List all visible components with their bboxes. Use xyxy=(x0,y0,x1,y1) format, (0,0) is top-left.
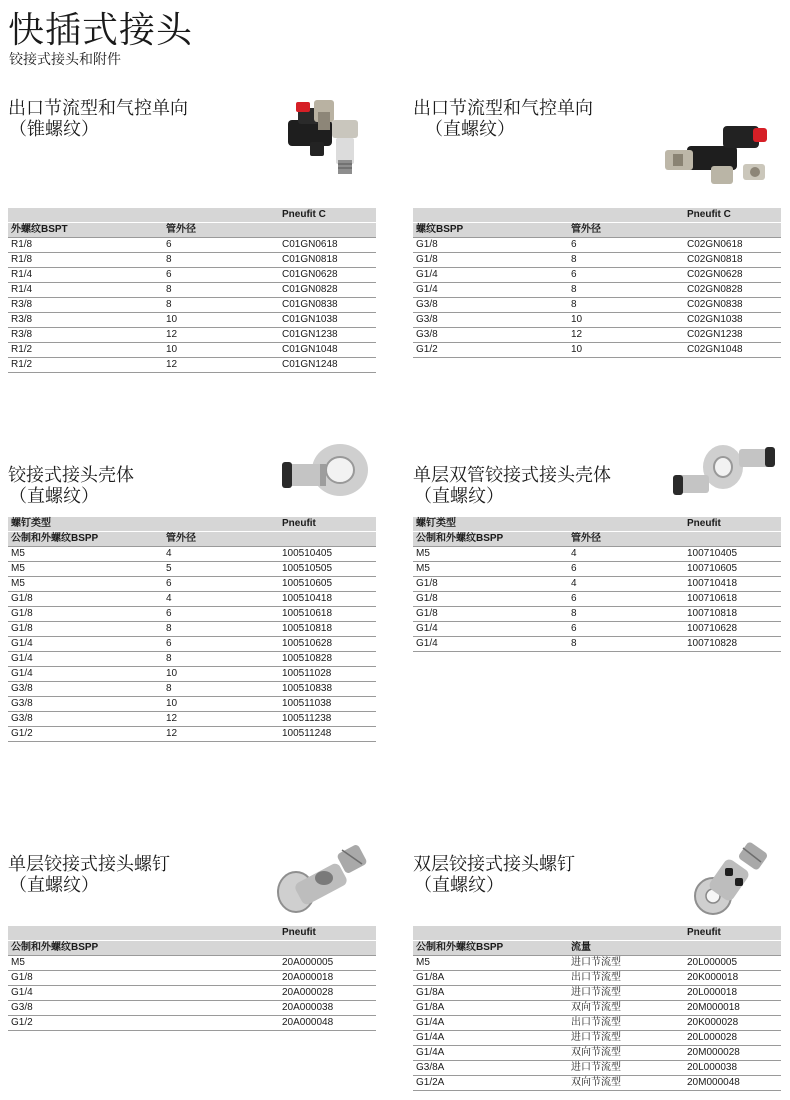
table-row: G3/8 12 C02GN1238 xyxy=(413,328,781,343)
table-row: G1/4 8 100510828 xyxy=(8,652,376,667)
table-row: G1/4 6 100710628 xyxy=(413,622,781,637)
section-single-banjo-bolt xyxy=(8,854,376,1034)
table-row: G3/8A 进口节流型 20L000038 xyxy=(413,1061,781,1076)
spec-table xyxy=(413,517,781,652)
spec-table xyxy=(413,926,781,1091)
table-row: G1/8 6 100510618 xyxy=(8,607,376,622)
section-double-banjo-bolt xyxy=(413,854,781,1090)
section-banjo-body xyxy=(8,465,376,740)
flow-control-valve-image xyxy=(663,120,775,200)
header-row: 公制和外螺纹BSPP xyxy=(8,941,376,956)
page-title: 快插式接头 xyxy=(8,10,194,51)
brand-row: 螺钉类型 Pneufit xyxy=(8,517,376,532)
table-row: R1/8 8 C01GN0818 xyxy=(8,253,376,268)
spec-table xyxy=(8,208,376,373)
banjo-bolt-image xyxy=(276,842,372,918)
brand-row: Pneufit C xyxy=(413,208,781,223)
table-row: G1/4 6 C02GN0628 xyxy=(413,268,781,283)
twin-banjo-body-image xyxy=(669,435,779,505)
section-title: 双层铰接式接头螺钉 （直螺纹） xyxy=(413,854,575,896)
section-title: 出口节流型和气控单向 （直螺纹） xyxy=(413,98,593,140)
section-title: 单层双管铰接式接头壳体 （直螺纹） xyxy=(413,465,611,507)
table-row: R1/2 10 C01GN1048 xyxy=(8,343,376,358)
table-row: G1/8A 双向节流型 20M000018 xyxy=(413,1001,781,1016)
table-row: G1/2 10 C02GN1048 xyxy=(413,343,781,358)
header-row: 公制和外螺纹BSPP 管外径 xyxy=(413,532,781,547)
table-row: G1/2 12 100511248 xyxy=(8,727,376,742)
table-row: M5 6 100510605 xyxy=(8,577,376,592)
table-row: G1/4 6 100510628 xyxy=(8,637,376,652)
header-row: 外螺纹BSPT 管外径 xyxy=(8,223,376,238)
table-row: G1/4 10 100511028 xyxy=(8,667,376,682)
header-row: 螺纹BSPP 管外径 xyxy=(413,223,781,238)
brand-row: Pneufit xyxy=(413,926,781,941)
table-row: G1/8 6 C02GN0618 xyxy=(413,238,781,253)
table-row: G3/8 10 100511038 xyxy=(8,697,376,712)
header-row: 公制和外螺纹BSPP 管外径 xyxy=(8,532,376,547)
double-banjo-bolt-image xyxy=(691,842,771,920)
table-row: R1/2 12 C01GN1248 xyxy=(8,358,376,373)
table-row: G1/8 8 C02GN0818 xyxy=(413,253,781,268)
table-row: G1/8 8 100510818 xyxy=(8,622,376,637)
spec-table xyxy=(8,517,376,742)
table-row: G1/4 8 100710828 xyxy=(413,637,781,652)
table-row: G3/8 20A000038 xyxy=(8,1001,376,1016)
table-row: R1/4 6 C01GN0628 xyxy=(8,268,376,283)
table-row: G3/8 10 C02GN1038 xyxy=(413,313,781,328)
table-row: G1/2A 双向节流型 20M000048 xyxy=(413,1076,781,1091)
table-row: G1/4 20A000028 xyxy=(8,986,376,1001)
table-row: G1/2 20A000048 xyxy=(8,1016,376,1031)
table-row: G1/8 8 100710818 xyxy=(413,607,781,622)
table-row: G3/8 8 100510838 xyxy=(8,682,376,697)
section-title: 铰接式接头壳体 （直螺纹） xyxy=(8,465,134,507)
spec-table xyxy=(413,208,781,358)
table-row: R1/8 6 C01GN0618 xyxy=(8,238,376,253)
table-row: G1/8A 出口节流型 20K000018 xyxy=(413,971,781,986)
table-row: G1/8A 进口节流型 20L000018 xyxy=(413,986,781,1001)
spec-table xyxy=(8,926,376,1031)
table-row: G1/4 8 C02GN0828 xyxy=(413,283,781,298)
table-row: M5 6 100710605 xyxy=(413,562,781,577)
banjo-body-image xyxy=(280,440,372,506)
table-row: G1/8 4 100710418 xyxy=(413,577,781,592)
header-row: 公制和外螺纹BSPP 流量 xyxy=(413,941,781,956)
table-row: G1/4A 进口节流型 20L000028 xyxy=(413,1031,781,1046)
table-row: M5 进口节流型 20L000005 xyxy=(413,956,781,971)
section-c01-flow-control xyxy=(8,98,376,370)
table-row: G3/8 8 C02GN0838 xyxy=(413,298,781,313)
page-subtitle: 铰接式接头和附件 xyxy=(9,52,121,68)
table-row: R3/8 12 C01GN1238 xyxy=(8,328,376,343)
table-row: R3/8 10 C01GN1038 xyxy=(8,313,376,328)
table-row: R1/4 8 C01GN0828 xyxy=(8,283,376,298)
brand-row: 螺钉类型 Pneufit xyxy=(413,517,781,532)
table-row: G1/4A 双向节流型 20M000028 xyxy=(413,1046,781,1061)
brand-row: Pneufit xyxy=(8,926,376,941)
table-row: R3/8 8 C01GN0838 xyxy=(8,298,376,313)
section-title: 单层铰接式接头螺钉 （直螺纹） xyxy=(8,854,170,896)
brand-row: Pneufit C xyxy=(8,208,376,223)
table-row: M5 5 100510505 xyxy=(8,562,376,577)
table-row: G1/4A 出口节流型 20K000028 xyxy=(413,1016,781,1031)
table-row: G1/8 4 100510418 xyxy=(8,592,376,607)
table-row: M5 4 100710405 xyxy=(413,547,781,562)
flow-control-valve-image xyxy=(284,98,368,176)
section-twin-banjo-body xyxy=(413,465,781,655)
table-row: M5 20A000005 xyxy=(8,956,376,971)
table-row: M5 4 100510405 xyxy=(8,547,376,562)
section-title: 出口节流型和气控单向 （锥螺纹） xyxy=(8,98,188,140)
section-c02-flow-control xyxy=(413,98,781,358)
table-row: G3/8 12 100511238 xyxy=(8,712,376,727)
table-row: G1/8 20A000018 xyxy=(8,971,376,986)
table-row: G1/8 6 100710618 xyxy=(413,592,781,607)
